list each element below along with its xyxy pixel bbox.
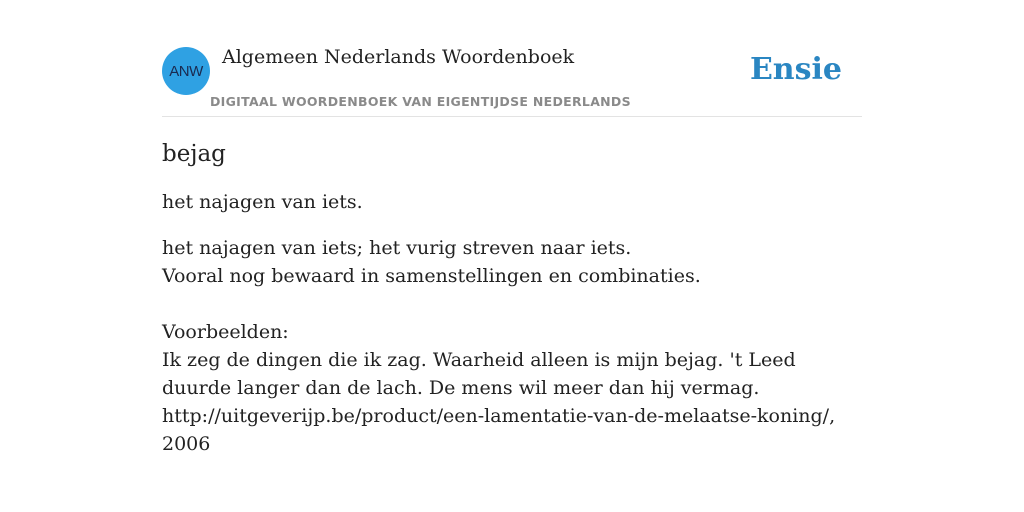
entry-content: [162, 138, 862, 458]
anw-logo[interactable]: [162, 47, 210, 95]
site-subtitle: DIGITAAL WOORDENBOEK VAN EIGENTIJDSE NEDERLANDS: [210, 94, 631, 109]
header: [162, 0, 862, 117]
headword: bejag: [162, 141, 226, 167]
example-source: http://uitgeverijp.be/product/een-lamentatie-van-de-melaatse-koning/, 2006: [162, 405, 836, 455]
definition-note: Vooral nog bewaard in samenstellingen en combinaties.: [162, 265, 701, 287]
short-definition: het najagen van iets.: [162, 191, 363, 213]
examples-label: Voorbeelden:: [162, 321, 289, 343]
definition-body: [162, 234, 862, 458]
example-text: Ik zeg de dingen die ik zag. Waarheid alleen is mijn bejag. 't Leed duurde langer dan de lach. De mens wil meer dan hij vermag.: [162, 349, 796, 399]
anw-logo-text: ANW: [169, 62, 203, 80]
ensie-brand-logo[interactable]: Ensie: [749, 52, 842, 87]
definition-line: het najagen van iets; het vurig streven naar iets.: [162, 237, 632, 259]
site-title[interactable]: Algemeen Nederlands Woordenboek: [222, 46, 575, 68]
spacer: [162, 290, 862, 318]
